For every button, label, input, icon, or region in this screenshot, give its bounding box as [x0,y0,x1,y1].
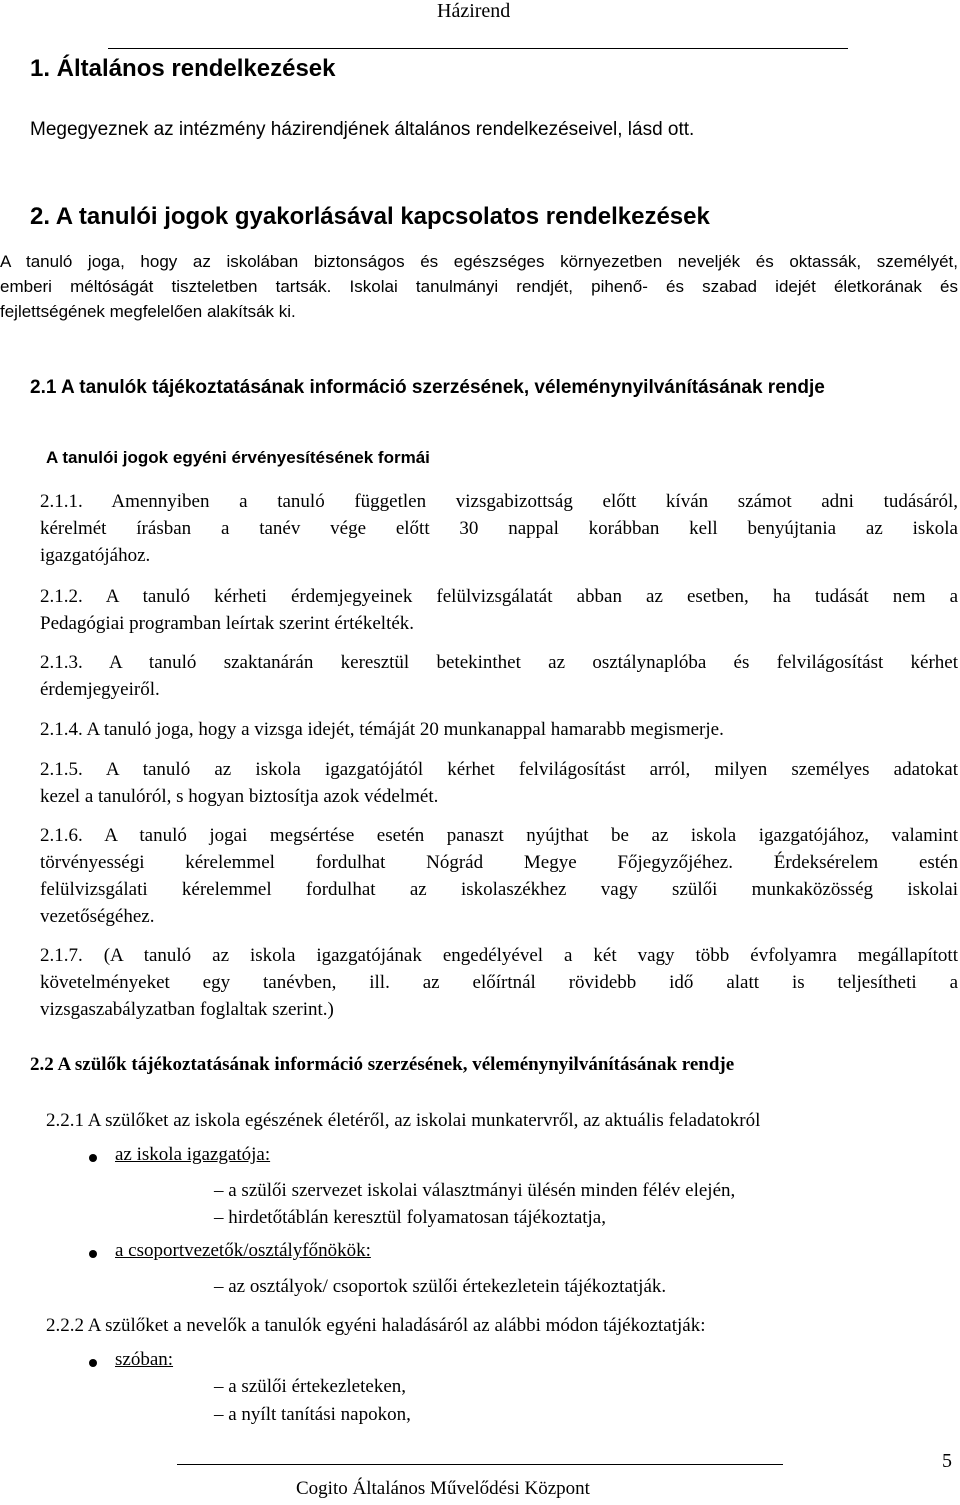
bullet-label-oral: szóban: [115,1349,174,1370]
section21-heading: 2.1 A tanulók tájékoztatásának információ szerzésének, véleménynyilvánításának rendje [30,377,825,398]
item-2-1-6-line: 2.1.6. A tanuló jogai megsértése esetén panaszt nyújthat be az iskola igazgatójához, valamint [40,825,958,846]
section2-paragraph-line: A tanuló joga, hogy az iskolában biztonságos és egészséges környezetben neveljék és oktassák, személyét, [0,252,958,271]
item-2-1-7-line: 2.1.7. (A tanuló az iskola igazgatójának engedélyével a két vagy több évfolyamra megállapított [40,945,958,966]
bullet-label-class-teachers: a csoportvezetők/osztályfőnökök: [115,1240,371,1261]
footer-rule [177,1464,783,1465]
section22-paragraph-2: 2.2.2 A szülőket a nevelők a tanulók egyéni haladásáról az alábbi módon tájékoztatják: [46,1315,706,1336]
item-2-1-3-line: érdemjegyeiről. [40,679,160,700]
page-number: 5 [942,1450,952,1472]
item-2-1-1-line: kérelmét írásban a tanév vége előtt 30 nappal korábban kell benyújtania az iskola [40,518,958,539]
dash-item: – az osztályok/ csoportok szülői értekezletein tájékoztatják. [214,1276,667,1297]
item-2-1-5-line: kezel a tanulóról, s hogyan biztosítja azok védelmét. [40,786,439,807]
item-2-1-2-line: Pedagógiai programban leírtak szerint értékelték. [40,613,415,634]
item-2-1-1-line: igazgatójához. [40,545,151,566]
bullet-icon [89,1154,97,1162]
section22-heading: 2.2 A szülők tájékoztatásának információ szerzésének, véleménynyilvánításának rendje [30,1054,735,1075]
header-title: Házirend [437,0,511,22]
bullet-label-principal: az iskola igazgatója: [115,1144,271,1165]
dash-item: – a szülői szervezet iskolai választmányi ülésén minden félév elején, [214,1180,736,1201]
dash-item: – a szülői értekezleteken, [214,1376,407,1397]
section1-text: Megegyeznek az intézmény házirendjének általános rendelkezéseivel, lásd ott. [30,119,695,140]
section2-paragraph-line: emberi méltóságát tiszteletben tartsák. Iskolai tanulmányi rendjét, pihenő- és szabad idejét életkorának és [0,277,958,296]
item-2-1-3-line: 2.1.3. A tanuló szaktanárán keresztül betekinthet az osztálynaplóba és felvilágosítást kérhet [40,652,958,673]
item-2-1-7-line: vizsgaszabályzatban foglaltak szerint.) [40,999,334,1020]
dash-item: – hirdetőtáblán keresztül folyamatosan tájékoztatja, [214,1207,606,1228]
bullet-icon [89,1250,97,1258]
dash-item: – a nyílt tanítási napokon, [214,1404,411,1425]
item-2-1-7-line: követelményeket egy tanévben, ill. az előírtnál rövidebb idő alatt is teljesítheti a [40,972,958,993]
section1-heading: 1. Általános rendelkezések [30,55,336,82]
item-2-1-2-line: 2.1.2. A tanuló kérheti érdemjegyeinek felülvizsgálatát abban az esetben, ha tudását nem a [40,586,958,607]
bullet-icon [89,1359,97,1367]
item-2-1-6-line: törvényességi kérelemmel fordulhat Nógrád Megye Főjegyzőjéhez. Érdeksérelem estén [40,852,958,873]
item-2-1-4-line: 2.1.4. A tanuló joga, hogy a vizsga idejét, témáját 20 munkanappal hamarabb megismerje. [40,719,724,740]
section22-paragraph-1: 2.2.1 A szülőket az iskola egészének életéről, az iskolai munkatervről, az aktuális feladatokról [46,1110,761,1131]
section2-heading: 2. A tanulói jogok gyakorlásával kapcsolatos rendelkezések [30,203,710,230]
item-2-1-5-line: 2.1.5. A tanuló az iskola igazgatójától kérhet felvilágosítást arról, milyen személyes adatokat [40,759,958,780]
item-2-1-6-line: vezetőségéhez. [40,906,155,927]
header-rule [108,48,848,49]
section2-paragraph-line: fejlettségének megfelelően alakítsák ki. [0,302,296,321]
section21-subheading: A tanulói jogok egyéni érvényesítésének formái [46,448,430,467]
item-2-1-6-line: felülvizsgálati kérelemmel fordulhat az iskolaszékhez vagy szülői munkaközösség iskolai [40,879,958,900]
footer-org: Cogito Általános Művelődési Központ [296,1478,590,1499]
item-2-1-1-line: 2.1.1. Amennyiben a tanuló független vizsgabizottság előtt kíván számot adni tudásáról, [40,491,958,512]
